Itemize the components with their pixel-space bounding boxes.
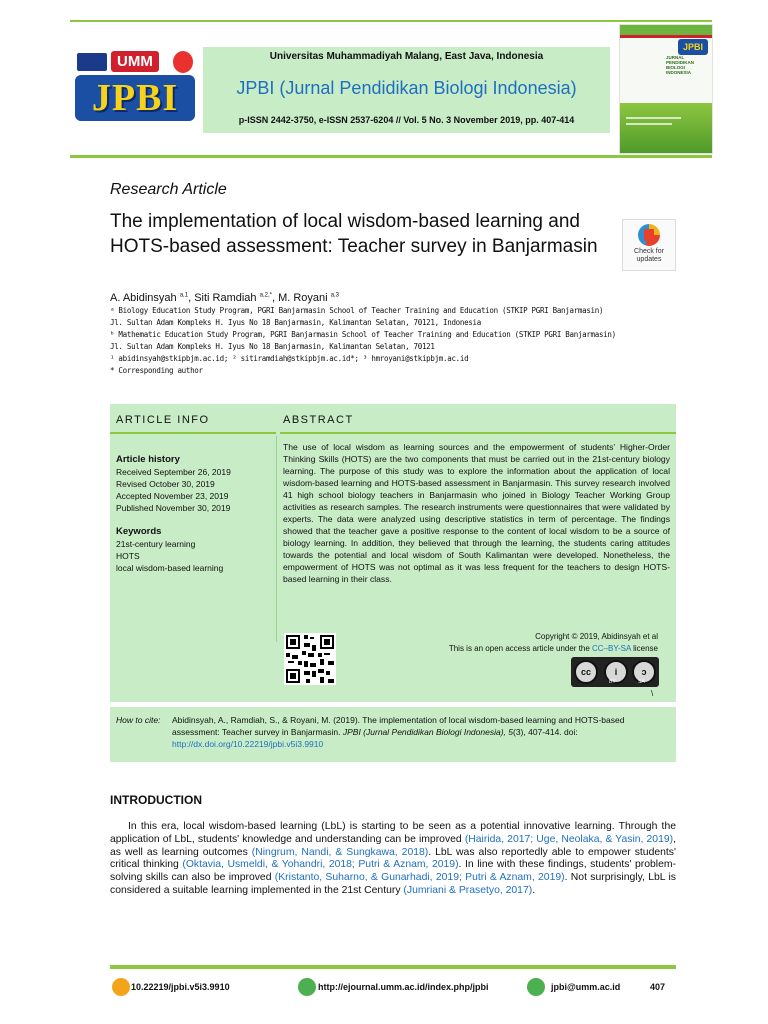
- history-revised: Revised October 30, 2019: [116, 479, 215, 489]
- license-prefix: This is an open access article under the: [448, 644, 593, 653]
- reference-link[interactable]: (Hairida, 2017; Uge, Neolaka, & Yasin, 2019): [464, 833, 674, 845]
- qr-code-icon: [284, 633, 336, 685]
- umm-logo-text: UMM: [111, 51, 159, 72]
- page-number: 407: [650, 982, 666, 992]
- keyword: 21st-century learning: [116, 539, 196, 549]
- article-title: The implementation of local wisdom-based learning and HOTS-based assessment: Teacher survey in Banjarmasin: [110, 211, 598, 257]
- attribution-icon: i: [604, 660, 628, 684]
- article-type: Research Article: [110, 181, 227, 198]
- issn-line: p-ISSN 2442-3750, e-ISSN 2537-6204 // Vol. 5 No. 3 November 2019, pp. 407-414: [238, 115, 575, 125]
- crossmark-icon: [638, 224, 660, 246]
- introduction-paragraph: [110, 821, 676, 898]
- reference-link[interactable]: (Jumriani & Prasetyo, 2017): [403, 884, 533, 896]
- top-rule: [70, 20, 712, 22]
- citation-pages: (3), 407-414. doi:: [512, 727, 578, 737]
- intro-text: . In line with these findings, students' problem-solving skills can also be improved: [110, 859, 676, 884]
- author-affiliation-mark: a,3: [330, 292, 340, 299]
- journal-cover-thumbnail: [619, 24, 713, 154]
- footer-rule: [110, 965, 676, 969]
- journal-title: JPBI (Jurnal Pendidikan Biologi Indonesia): [236, 78, 577, 98]
- author-list: A. Abidinsyah $^{a,1}$, Siti Ramdiah $^{a,2,*}$, M. Royani $^{a,3}$: [110, 292, 340, 304]
- copyright-notice: [400, 631, 658, 655]
- creative-commons-icon: cc: [574, 660, 598, 684]
- footer-doi[interactable]: 10.22219/jpbi.v5i3.9910: [131, 982, 230, 992]
- license-line: [400, 643, 658, 655]
- intro-text: , as well as learning outcomes: [110, 833, 676, 858]
- reference-link[interactable]: (Oktavia, Usmeldi, & Yohandri, 2018; Putri & Aznam, 2019): [182, 859, 459, 871]
- license-suffix: license: [630, 644, 658, 653]
- info-divider: [110, 432, 276, 434]
- journal-logo: [75, 47, 197, 123]
- jpbi-logo-text: JPBI: [75, 75, 195, 121]
- university-name: Universitas Muhammadiyah Malang, East Java, Indonesia: [269, 51, 544, 62]
- history-accepted: Accepted November 23, 2019: [116, 491, 229, 501]
- keyword: HOTS: [116, 551, 140, 561]
- stray-backslash: \: [651, 689, 654, 698]
- mail-icon: [527, 978, 545, 996]
- footer-url[interactable]: http://ejournal.umm.ac.id/index.php/jpbi: [318, 982, 489, 992]
- affiliation-line: Jl. Sultan Adam Kompleks H. Iyus No 18 Banjarmasin, Kalimantan Selatan, 70121, Indonesia: [110, 318, 481, 327]
- abstract-heading: ABSTRACT: [283, 414, 354, 426]
- header-rule: [70, 155, 712, 158]
- affiliation-line: Jl. Sultan Adam Kompleks H. Iyus No 18 Banjarmasin, Kalimantan Selatan, 70121: [110, 342, 435, 351]
- university-flag-icon: [77, 53, 107, 71]
- reference-link[interactable]: (Ningrum, Nandi, & Sungkawa, 2018): [251, 846, 429, 858]
- author-affiliation-mark: a,2,*: [259, 292, 272, 299]
- cc-by-sa-badge[interactable]: [571, 657, 659, 687]
- abstract-divider: [280, 432, 676, 434]
- share-alike-icon: ↄ: [632, 660, 656, 684]
- copyright-text: Copyright © 2019, Abidinsyah et al: [535, 632, 658, 641]
- article-info-heading: ARTICLE INFO: [116, 414, 210, 426]
- intro-text: . Not surprisingly, LbL is considered a suitable learning implemented in the 21st Century: [110, 872, 676, 896]
- university-seal-icon: [173, 51, 193, 73]
- intro-text: .: [532, 884, 536, 896]
- umm-logo: [75, 51, 195, 73]
- citation-body: Abidinsyah, A., Ramdiah, S., & Royani, M. (2019). The implementation of local wisdom-based learning and HOTS-based assessment: Teacher survey in Banjarmasin.: [172, 715, 625, 737]
- how-to-cite-label: How to cite:: [116, 715, 161, 725]
- check-for-updates-button[interactable]: [622, 219, 676, 271]
- doi-icon: [112, 978, 130, 996]
- citation-panel: [110, 707, 676, 762]
- check-for-updates-label: Check for updates: [634, 248, 664, 263]
- author-name: M. Royani: [278, 292, 328, 304]
- cover-logo: JPBI: [678, 39, 708, 55]
- license-link[interactable]: CC–BY-SA: [592, 644, 631, 653]
- column-divider: [276, 436, 277, 642]
- author-name: A. Abidinsyah: [110, 292, 177, 304]
- cc-sa-label: SA: [638, 679, 645, 685]
- affiliation-line: ᵇ Mathematic Education Study Program, PGRI Banjarmasin School of Teacher Training and Education (STKIP PGRI Banjarmasin): [110, 330, 616, 339]
- author-name: Siti Ramdiah: [194, 292, 257, 304]
- history-published: Published November 30, 2019: [116, 503, 231, 513]
- abstract-text: The use of local wisdom as learning sources and the empowerment of students' Higher-Order Thinking Skills (HOTS) are the two components that must be carried out in the 21st-century biology learning. The purpose of this study was to explore the information about the application of local wisdom-based learning and HOTS-based assessment in Banjarmasin. This survey research involved 41 high school biology teachers in Banjarmasin who joined in Biology Teacher Working Group activities as research samples. The research instruments were questionnaires that were validated by experts. The data were analyzed using descriptive statistics in term of percentage. The findings showed that the teacher gave a positive response to the content of local wisdom to be a source of biology learning. In addition, they believed that through the learning, the students caring attitudes towards the potential and local wisdom of South Kalimantan were developed. Nonetheless, the empowerment of HOTS was not optimal as it was less frequent for the teachers to design HOTS-based learning in their class.: [283, 442, 670, 584]
- reference-link[interactable]: (Kristanto, Suharno, & Gunarhadi, 2019; Putri & Aznam, 2019): [274, 872, 565, 884]
- article-history: [116, 454, 276, 574]
- globe-icon: [298, 978, 316, 996]
- footer-email[interactable]: jpbi@umm.ac.id: [551, 982, 621, 992]
- doi-link[interactable]: http://dx.doi.org/10.22219/jpbi.v5i3.9910: [172, 739, 324, 749]
- affiliation-line: ᵃ Biology Education Study Program, PGRI Banjarmasin School of Teacher Training and Education (STKIP PGRI Banjarmasin): [110, 306, 604, 315]
- article-info-panel: [110, 404, 676, 702]
- cc-by-label: BY: [609, 679, 616, 685]
- history-received: Received September 26, 2019: [116, 467, 231, 477]
- history-label: Article history: [116, 454, 180, 465]
- keywords-label: Keywords: [116, 526, 162, 537]
- corresponding-author-note: * Corresponding author: [110, 366, 203, 375]
- keyword: local wisdom-based learning: [116, 563, 224, 573]
- cover-title: JURNAL PENDIDIKAN BIOLOGI INDONESIA: [666, 55, 695, 75]
- journal-header: [203, 47, 610, 133]
- email-line: ¹ abidinsyah@stkipbjm.ac.id; ² sitiramdiah@stkipbjm.ac.id*; ³ hmroyani@stkipbjm.ac.id: [110, 354, 469, 363]
- author-affiliation-mark: a,1: [179, 292, 189, 299]
- citation-text: [172, 714, 662, 750]
- intro-text: In this era, local wisdom-based learning (LbL) is starting to be seen as a potential innovative learning. Through the application of LbL, students' knowledge and understanding can be improved: [110, 821, 676, 845]
- citation-journal: JPBI (Jurnal Pendidikan Biologi Indonesia), 5: [342, 727, 513, 737]
- introduction-heading: INTRODUCTION: [110, 793, 202, 807]
- intro-text: . LbL was also reportedly able to empower students' critical thinking: [110, 846, 676, 871]
